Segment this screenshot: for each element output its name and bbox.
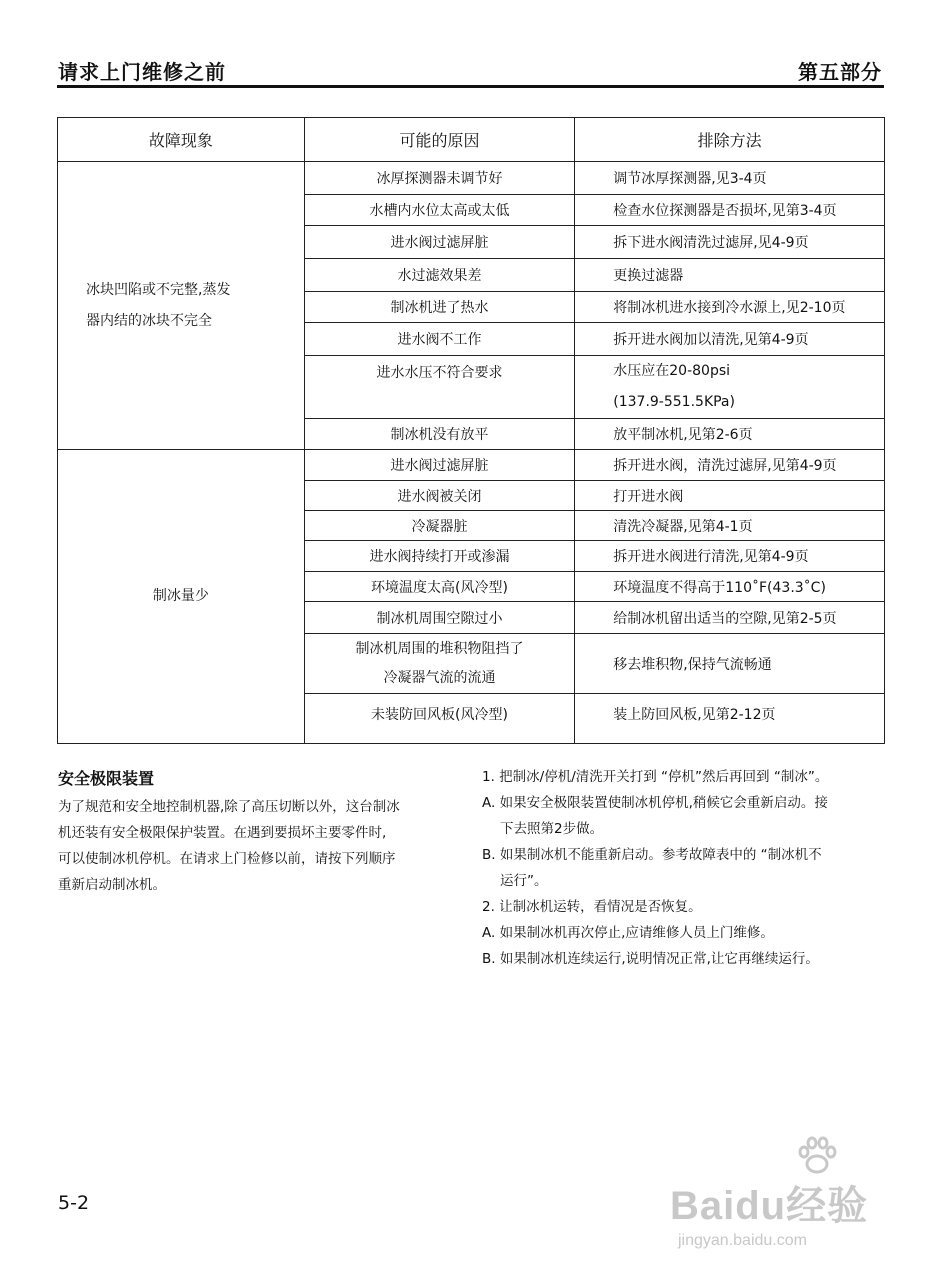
cause-cell: 未装防回风板(风冷型) — [304, 694, 575, 744]
fix-line: 水压应在20-80psi — [613, 363, 731, 379]
cause-cell: 制冰机没有放平 — [304, 419, 575, 450]
cause-cell: 进水水压不符合要求 — [304, 356, 575, 419]
step-line: 运行”。 — [500, 873, 548, 889]
safety-line: 可以使制冰机停机。在请求上门检修以前，请按下列顺序 — [58, 851, 396, 867]
part-label: 第五部分 — [798, 60, 882, 84]
cause-cell: 环境温度太高(风冷型) — [304, 572, 575, 602]
cause-cell — [304, 634, 575, 694]
header-rule — [57, 85, 884, 88]
step-line: A. 如果安全极限装置使制冰机停机,稍候它会重新启动。接 — [482, 795, 828, 811]
symptom-cell: 制冰量少 — [58, 450, 305, 744]
safety-line: 重新启动制冰机。 — [58, 877, 166, 893]
section-title: 请求上门维修之前 — [58, 60, 226, 84]
table-row — [58, 162, 885, 195]
cause-cell: 进水阀不工作 — [304, 323, 575, 356]
fix-cell: 拆开进水阀进行清洗,见第4-9页 — [575, 541, 885, 572]
watermark-brand: Baidu经验 — [670, 1184, 869, 1228]
fix-cell: 移去堆积物,保持气流畅通 — [575, 634, 885, 694]
step-line: 2. 让制冰机运转，看情况是否恢复。 — [482, 899, 702, 915]
step-line: A. 如果制冰机再次停止,应请维修人员上门维修。 — [482, 925, 774, 941]
safety-line: 为了规范和安全地控制机器,除了高压切断以外，这台制冰 — [58, 799, 400, 815]
watermark-url: jingyan.baidu.com — [678, 1232, 807, 1249]
fix-cell: 环境温度不得高于110˚F(43.3˚C) — [575, 572, 885, 602]
fix-cell: 拆开进水阀加以清洗,见第4-9页 — [575, 323, 885, 356]
fix-cell: 给制冰机留出适当的空隙,见第2-5页 — [575, 602, 885, 634]
cause-cell: 制冰机周围空隙过小 — [304, 602, 575, 634]
fix-cell: 将制冰机进水接到冷水源上,见2-10页 — [575, 292, 885, 323]
table-row — [58, 450, 885, 481]
step-line: 1. 把制冰/停机/清洗开关打到 “停机”然后再回到 “制冰”。 — [482, 769, 829, 785]
fix-cell: 调节冰厚探测器,见3-4页 — [575, 162, 885, 195]
paw-icon — [796, 1136, 838, 1178]
fix-cell: 更换过滤器 — [575, 259, 885, 292]
fix-cell: 拆下进水阀清洗过滤屏,见4-9页 — [575, 226, 885, 259]
fix-cell: 检查水位探测器是否损坏,见第3-4页 — [575, 195, 885, 226]
fix-cell: 放平制冰机,见第2-6页 — [575, 419, 885, 450]
cause-cell: 进水阀过滤屏脏 — [304, 226, 575, 259]
cause-cell: 冷凝器脏 — [304, 511, 575, 541]
symptom-line: 冰块凹陷或不完整,蒸发 — [86, 281, 231, 298]
cause-line: 冷凝器气流的流通 — [383, 669, 496, 686]
fix-line: (137.9-551.5KPa) — [613, 394, 735, 410]
restart-steps — [482, 764, 882, 972]
fix-cell: 装上防回风板,见第2-12页 — [575, 694, 885, 744]
fix-cell: 清洗冷凝器,见第4-1页 — [575, 511, 885, 541]
symptom-cell — [58, 162, 305, 450]
cause-line: 制冰机周围的堆积物阻挡了 — [355, 640, 524, 657]
fix-cell — [575, 356, 885, 419]
watermark — [668, 1136, 898, 1266]
table-header-row — [58, 118, 885, 162]
header-cause: 可能的原因 — [304, 118, 575, 162]
cause-cell: 制冰机进了热水 — [304, 292, 575, 323]
cause-cell: 冰厚探测器未调节好 — [304, 162, 575, 195]
step-line: 下去照第2步做。 — [500, 821, 604, 837]
cause-cell: 水过滤效果差 — [304, 259, 575, 292]
troubleshooting-table — [57, 117, 885, 744]
symptom-line: 器内结的冰块不完全 — [86, 312, 212, 329]
cause-cell: 进水阀被关闭 — [304, 481, 575, 511]
safety-line: 机还装有安全极限保护装置。在遇到要损坏主要零件时, — [58, 825, 387, 841]
cause-cell: 水槽内水位太高或太低 — [304, 195, 575, 226]
fix-cell: 打开进水阀 — [575, 481, 885, 511]
safety-paragraph — [58, 794, 468, 898]
step-line: B. 如果制冰机连续运行,说明情况正常,让它再继续运行。 — [482, 951, 819, 967]
page-number: 5-2 — [58, 1192, 90, 1214]
cause-cell: 进水阀过滤屏脏 — [304, 450, 575, 481]
safety-title: 安全极限装置 — [58, 769, 155, 788]
cause-cell: 进水阀持续打开或渗漏 — [304, 541, 575, 572]
fix-cell: 拆开进水阀，清洗过滤屏,见第4-9页 — [575, 450, 885, 481]
header-fix: 排除方法 — [575, 118, 885, 162]
header-symptom: 故障现象 — [58, 118, 305, 162]
step-line: B. 如果制冰机不能重新启动。参考故障表中的 “制冰机不 — [482, 847, 822, 863]
